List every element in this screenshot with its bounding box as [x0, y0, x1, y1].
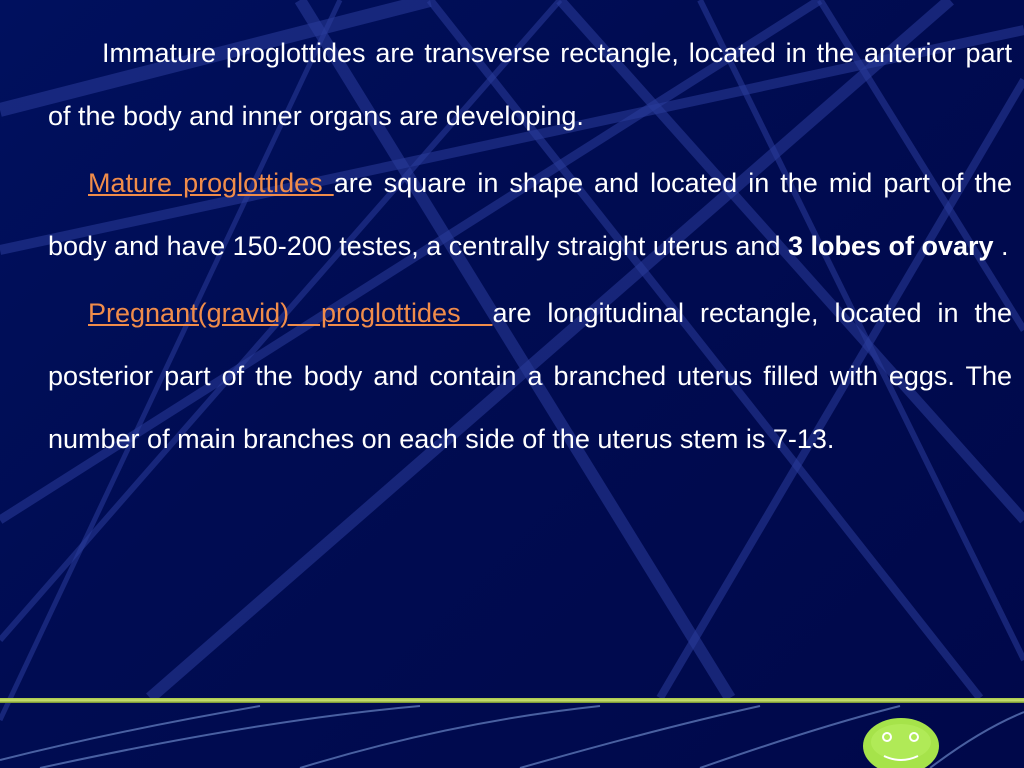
mature-proglottides-link[interactable]: Mature proglottides [88, 168, 334, 198]
smiley-icon [862, 716, 940, 768]
slide-body [48, 22, 1012, 475]
paragraph-immature [48, 22, 1012, 148]
paragraph-gravid [48, 282, 1012, 471]
ovary-lobes-bold: 3 lobes of ovary [787, 231, 994, 261]
gravid-text: are longitudinal rectangle, located in the posterior part of the body and contain a branched uterus filled with eggs. The number of main branches on each side of the uterus stem is 7-13. [48, 298, 1012, 454]
mature-text: are square in shape and located in the mid part of the body and have 150-200 testes, a centrally straight uterus and [48, 168, 1013, 261]
mature-text-end: . [993, 231, 1009, 261]
immature-text: Immature proglottides are transverse rectangle, located in the anterior part of the body and inner organs are developing. [48, 38, 1012, 131]
paragraph-mature [48, 152, 1012, 278]
footer-divider [0, 698, 1024, 703]
gravid-proglottides-link[interactable]: Pregnant(gravid) proglottides [88, 298, 493, 328]
